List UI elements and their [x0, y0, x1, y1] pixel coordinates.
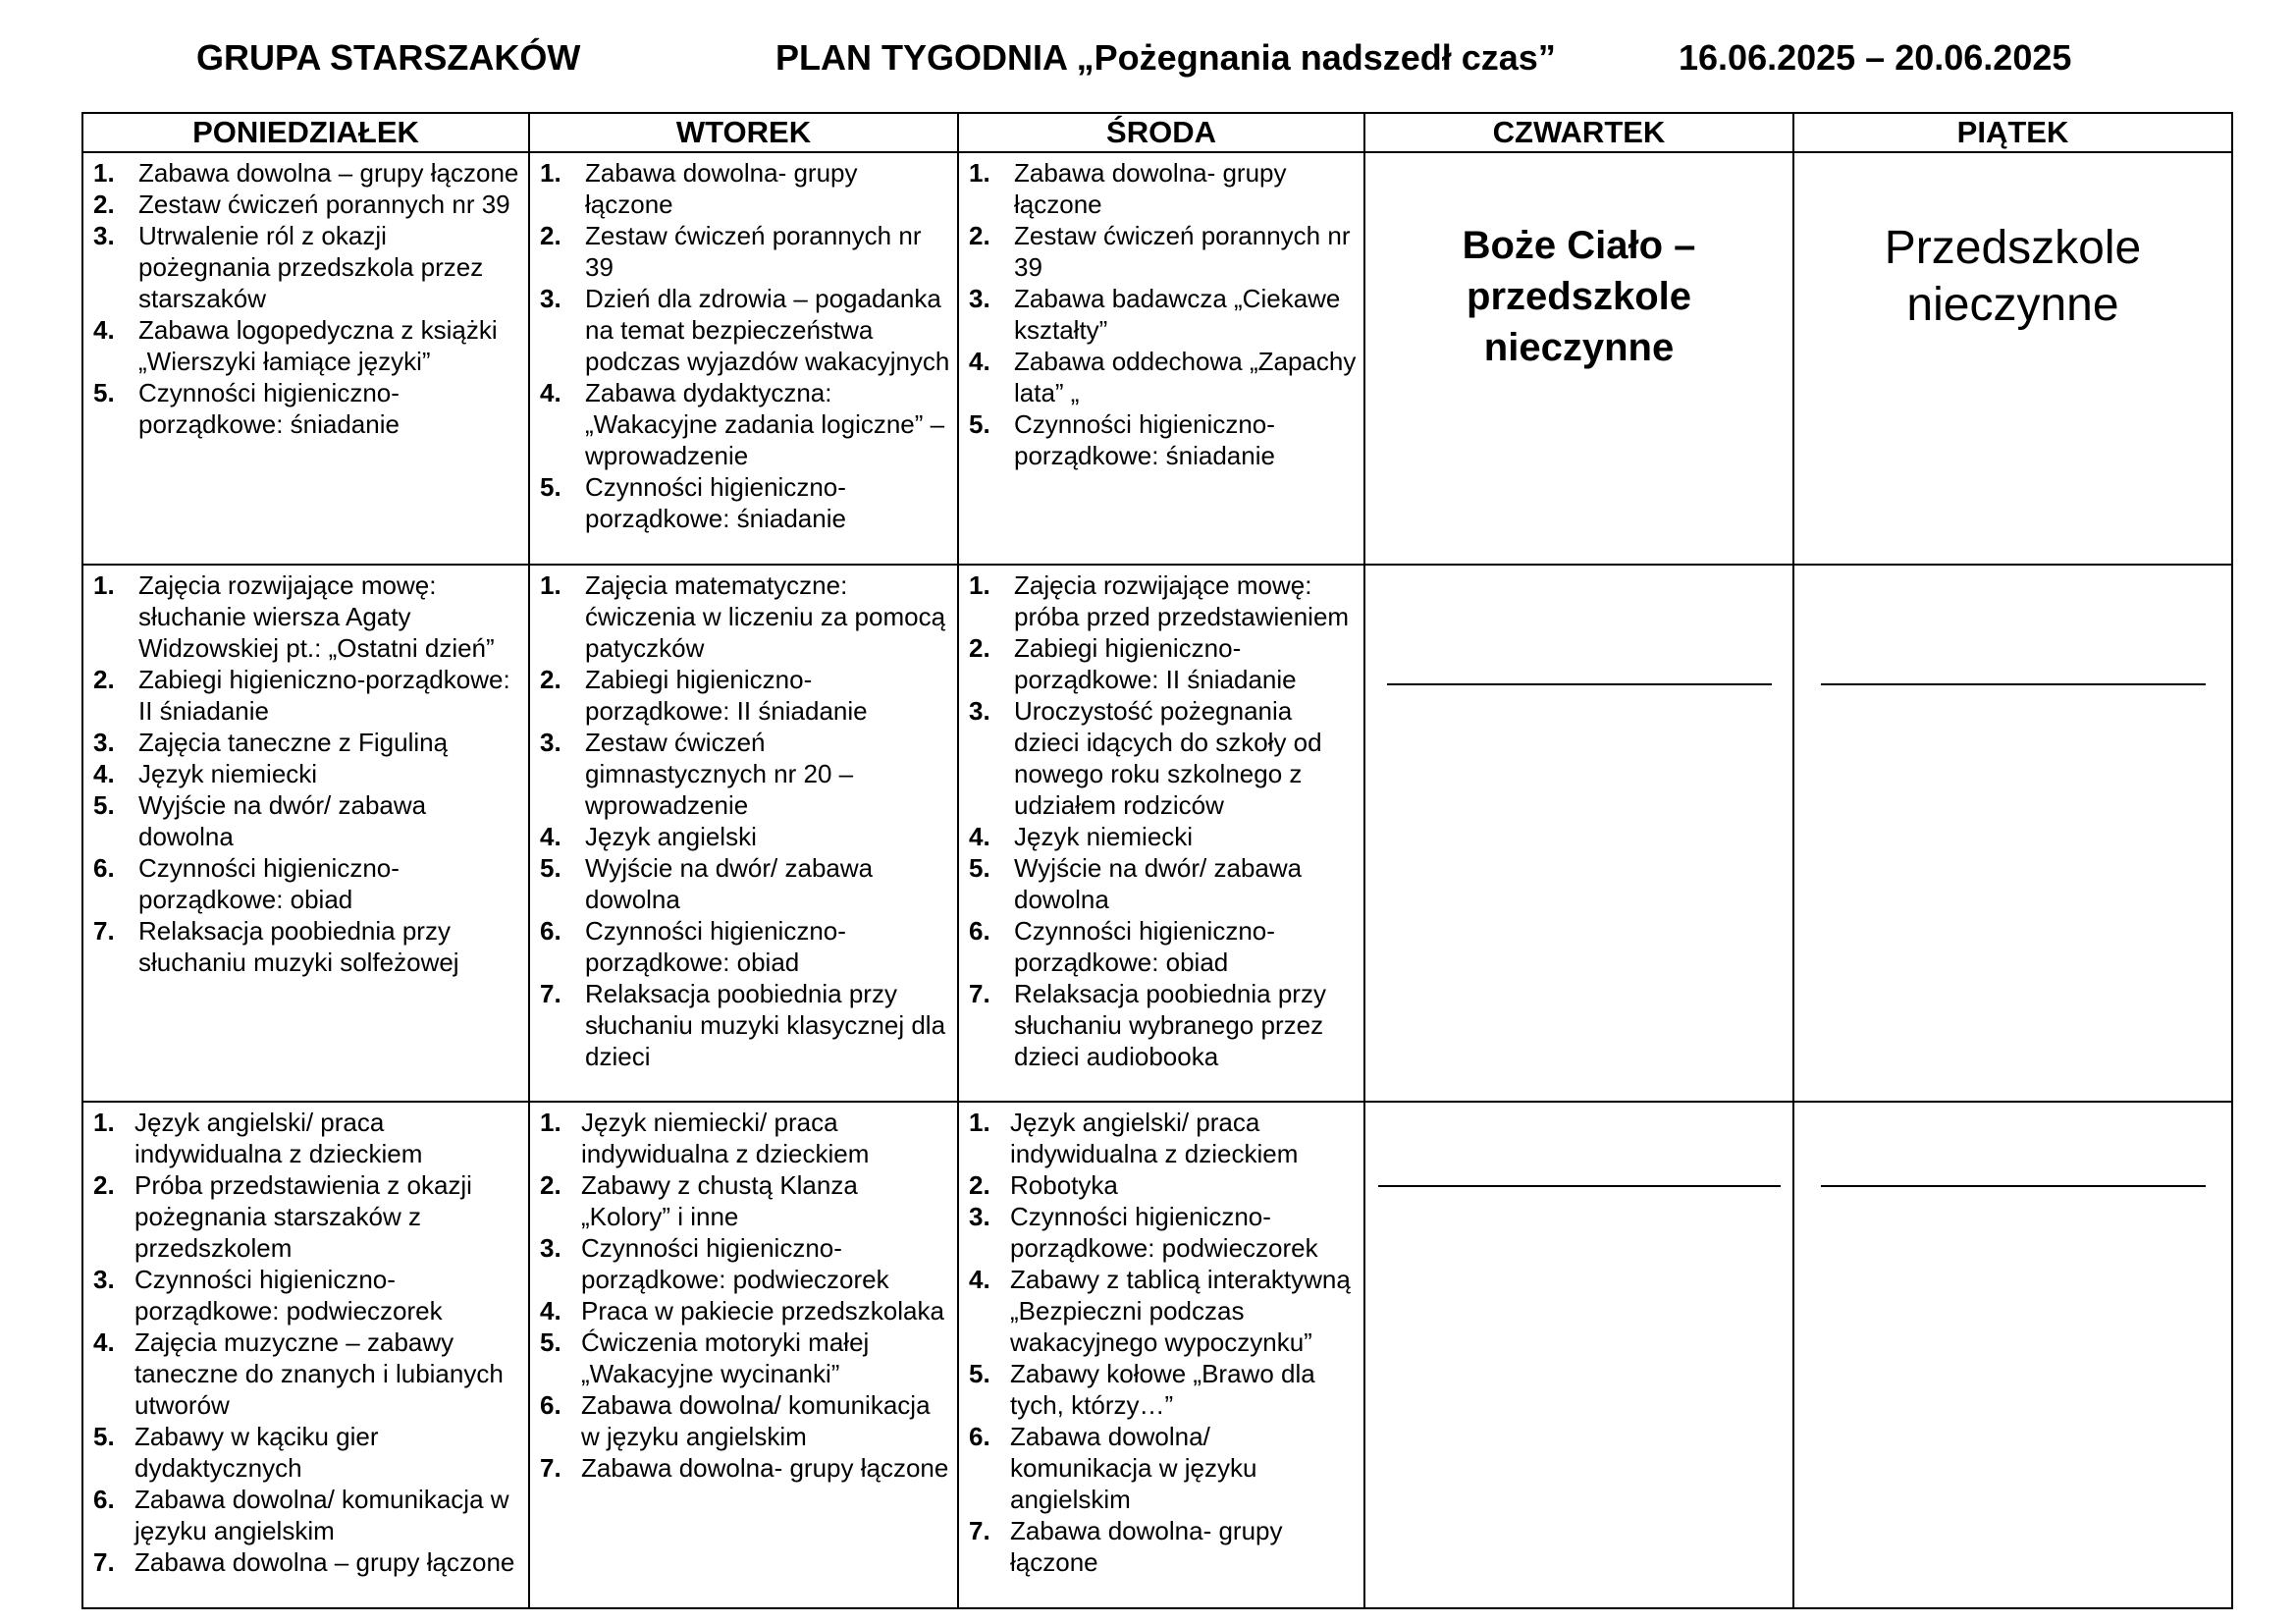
activity-item — [540, 915, 951, 978]
cell-wed-1 — [958, 152, 1364, 565]
activity-number: 2. — [969, 633, 990, 663]
activity-number: 5. — [93, 378, 115, 407]
note-line: Boże Ciało – — [1462, 224, 1696, 267]
activity-text: Język angielski/ praca indywidualna z dzieckiem — [1010, 1108, 1299, 1168]
activity-item — [93, 377, 522, 440]
activity-list — [530, 153, 957, 534]
day-header-row — [82, 113, 2232, 152]
activity-number: 5. — [540, 472, 561, 502]
activity-number: 4. — [969, 822, 990, 851]
activity-number: 2. — [969, 1170, 990, 1200]
activity-item — [540, 1326, 951, 1389]
activity-number: 3. — [540, 1233, 561, 1263]
activity-text: Zabawa oddechowa „Zapachy lata” „ — [1014, 347, 1357, 407]
activity-number: 4. — [93, 1327, 115, 1357]
activity-text: Ćwiczenia motoryki małej „Wakacyjne wycinanki” — [581, 1327, 870, 1388]
afternoon-row — [82, 1102, 2232, 1608]
activity-item — [540, 727, 951, 821]
activity-text: Zabawa logopedyczna z książki „Wierszyki łamiące języki” — [138, 315, 498, 376]
activity-item — [969, 1201, 1358, 1264]
activity-number: 3. — [969, 696, 990, 726]
activity-number: 2. — [93, 1170, 115, 1200]
activity-text: Zabawa dowolna- grupy łączone — [581, 1453, 949, 1483]
activity-text: Zabawa dowolna/ komunikacja w języku angielskim — [134, 1485, 509, 1545]
activity-number: 5. — [969, 853, 990, 883]
activity-number: 2. — [540, 1170, 561, 1200]
activity-list — [83, 1103, 528, 1578]
activity-item — [969, 821, 1358, 852]
activity-item — [93, 1421, 522, 1484]
cell-tue-1 — [529, 152, 958, 565]
activity-item — [969, 346, 1358, 408]
activity-text: Zajęcia rozwijające mowę: słuchanie wiersza Agaty Widzowskiej pt.: „Ostatni dzień” — [138, 570, 495, 663]
activity-item — [540, 1107, 951, 1169]
activity-text: Czynności higieniczno-porządkowe: podwieczorek — [1010, 1202, 1318, 1263]
day-header-thursday: CZWARTEK — [1364, 113, 1793, 152]
activity-number: 2. — [93, 665, 115, 694]
activity-text: Zabawy z tablicą interaktywną „Bezpieczni podczas wakacyjnego wypoczynku” — [1010, 1265, 1351, 1357]
activity-text: Język niemiecki/ praca indywidualna z dzieckiem — [581, 1108, 870, 1168]
activity-text: Czynności higieniczno-porządkowe: obiad — [585, 916, 846, 977]
activity-item — [969, 632, 1358, 695]
activity-number: 1. — [969, 158, 990, 188]
activity-item — [540, 821, 951, 852]
activity-item — [969, 157, 1358, 220]
cell-thu-1 — [1364, 152, 1793, 565]
activity-item — [969, 1169, 1358, 1201]
activity-item — [969, 695, 1358, 821]
activity-item — [93, 915, 522, 978]
activity-text: Zajęcia matematyczne: ćwiczenia w liczeniu za pomocą patyczków — [585, 570, 946, 663]
activity-number: 2. — [540, 221, 561, 250]
weekly-plan-table — [81, 112, 2233, 1609]
activity-item — [93, 1484, 522, 1546]
activity-text: Czynności higieniczno-porządkowe: śniadanie — [1014, 409, 1275, 470]
activity-text: Język niemiecki — [1014, 822, 1194, 851]
activity-item — [93, 1546, 522, 1578]
activity-number: 1. — [93, 1108, 115, 1137]
activity-number: 4. — [969, 347, 990, 376]
day-header-tuesday: WTOREK — [529, 113, 958, 152]
note-line: przedszkole — [1467, 275, 1691, 318]
activity-number: 3. — [969, 1202, 990, 1231]
activity-item — [969, 408, 1358, 471]
activity-text: Zabawa badawcza „Ciekawe kształty” — [1014, 284, 1341, 345]
activity-text: Zestaw ćwiczeń porannych nr 39 — [1014, 221, 1351, 282]
activity-text: Czynności higieniczno-porządkowe: podwieczorek — [134, 1265, 443, 1326]
activity-item — [969, 283, 1358, 346]
activity-item — [540, 157, 951, 220]
activity-text: Język angielski — [585, 822, 757, 851]
activity-number: 6. — [93, 1485, 115, 1514]
activity-number: 1. — [969, 570, 990, 600]
blank-line — [1378, 1185, 1781, 1187]
activity-item — [969, 1515, 1358, 1578]
cell-fri-2 — [1793, 565, 2232, 1102]
morning-row — [82, 152, 2232, 565]
activity-text: Zabawy kołowe „Brawo dla tych, którzy…” — [1010, 1359, 1315, 1420]
cell-mon-1 — [82, 152, 529, 565]
activity-text: Dzień dla zdrowia – pogadanka na temat bezpieczeństwa podczas wyjazdów wakacyjnych — [585, 284, 950, 376]
cell-tue-2 — [529, 565, 958, 1102]
activity-text: Wyjście na dwór/ zabawa dowolna — [1014, 853, 1303, 914]
document-header — [0, 37, 2296, 86]
activity-text: Uroczystość pożegnania dzieci idących do szkoły od nowego roku szkolnego z udziałem rodziców — [1014, 696, 1322, 820]
activity-number: 4. — [540, 378, 561, 407]
activity-item — [93, 852, 522, 915]
activity-text: Wyjście na dwór/ zabawa dowolna — [138, 790, 427, 851]
activity-item — [540, 978, 951, 1072]
activity-number: 7. — [969, 979, 990, 1008]
cell-tue-3 — [529, 1102, 958, 1608]
activity-number: 3. — [540, 728, 561, 757]
activity-item — [540, 377, 951, 471]
activity-text: Zabawa dowolna/ komunikacja w języku angielskim — [581, 1390, 931, 1451]
midday-row — [82, 565, 2232, 1102]
activity-text: Zabawa dowolna/ komunikacja w języku angielskim — [1010, 1422, 1257, 1514]
activity-item — [93, 664, 522, 727]
activity-item — [540, 1232, 951, 1295]
activity-number: 7. — [93, 916, 115, 946]
activity-text: Zabawa dowolna – grupy łączone — [134, 1547, 515, 1577]
day-header-wednesday: ŚRODA — [958, 113, 1364, 152]
activity-item — [93, 157, 522, 189]
activity-number: 1. — [540, 158, 561, 188]
activity-text: Zabawa dowolna – grupy łączone — [138, 158, 519, 188]
cell-wed-2 — [958, 565, 1364, 1102]
activity-list — [959, 1103, 1363, 1578]
note-line: nieczynne — [1483, 326, 1675, 369]
activity-text: Czynności higieniczno-porządkowe: obiad — [1014, 916, 1275, 977]
activity-text: Zajęcia taneczne z Figuliną — [138, 728, 449, 757]
activity-list — [959, 153, 1363, 471]
activity-number: 4. — [540, 1296, 561, 1326]
activity-text: Utrwalenie ról z okazji pożegnania przedszkola przez starszaków — [138, 221, 484, 313]
activity-list — [83, 153, 528, 440]
activity-number: 6. — [969, 1422, 990, 1451]
note-line: Przedszkole — [1884, 222, 2142, 274]
group-name: GRUPA STARSZAKÓW — [196, 37, 581, 78]
activity-item — [93, 1264, 522, 1326]
activity-text: Zajęcia muzyczne – zabawy taneczne do znanych i lubianych utworów — [134, 1327, 504, 1420]
activity-list — [530, 1103, 957, 1484]
activity-item — [969, 978, 1358, 1072]
activity-number: 6. — [93, 853, 115, 883]
activity-item — [969, 915, 1358, 978]
activity-text: Wyjście na dwór/ zabawa dowolna — [585, 853, 874, 914]
activity-text: Zestaw ćwiczeń gimnastycznych nr 20 – wprowadzenie — [585, 728, 854, 820]
activity-item — [540, 1452, 951, 1484]
activity-number: 1. — [93, 158, 115, 188]
activity-number: 4. — [969, 1265, 990, 1294]
activity-item — [969, 1421, 1358, 1515]
activity-item — [93, 1169, 522, 1264]
activity-list — [83, 566, 528, 978]
note-line: nieczynne — [1906, 279, 2119, 331]
activity-text: Czynności higieniczno-porządkowe: śniadanie — [138, 378, 400, 439]
activity-text: Relaksacja poobiednia przy słuchaniu muzyki solfeżowej — [138, 916, 459, 977]
activity-item — [969, 852, 1358, 915]
activity-text: Próba przedstawienia z okazji pożegnania starszaków z przedszkolem — [134, 1170, 472, 1263]
activity-text: Zestaw ćwiczeń porannych nr 39 — [138, 189, 510, 219]
activity-number: 7. — [969, 1516, 990, 1545]
plan-title: PLAN TYGODNIA „Pożegnania nadszedł czas” — [775, 37, 1556, 78]
cell-mon-2 — [82, 565, 529, 1102]
activity-number: 4. — [93, 315, 115, 345]
activity-text: Zabiegi higieniczno-porządkowe: II śniadanie — [138, 665, 510, 726]
activity-item — [540, 283, 951, 377]
cell-mon-3 — [82, 1102, 529, 1608]
activity-text: Czynności higieniczno-porządkowe: śniadanie — [585, 472, 846, 533]
activity-number: 1. — [540, 1108, 561, 1137]
cell-fri-1 — [1793, 152, 2232, 565]
activity-item — [540, 1389, 951, 1452]
activity-number: 1. — [969, 1108, 990, 1137]
activity-text: Zabawa dydaktyczna: „Wakacyjne zadania logiczne” – wprowadzenie — [585, 378, 945, 470]
activity-item — [93, 220, 522, 314]
activity-text: Język niemiecki — [138, 759, 318, 788]
activity-text: Czynności higieniczno-porządkowe: obiad — [138, 853, 400, 914]
blank-line — [1821, 1185, 2206, 1187]
friday-closed-note — [1794, 153, 2231, 334]
activity-item — [540, 1295, 951, 1326]
activity-text: Zestaw ćwiczeń porannych nr 39 — [585, 221, 922, 282]
activity-list — [530, 566, 957, 1072]
activity-text: Czynności higieniczno-porządkowe: podwieczorek — [581, 1233, 889, 1294]
activity-text: Zabawa dowolna- grupy łączone — [585, 158, 858, 219]
activity-text: Zabawa dowolna- grupy łączone — [1010, 1516, 1283, 1577]
activity-text: Relaksacja poobiednia przy słuchaniu muzyki klasycznej dla dzieci — [585, 979, 946, 1071]
day-header-friday: PIĄTEK — [1793, 113, 2232, 152]
activity-text: Zabiegi higieniczno-porządkowe: II śniadanie — [585, 665, 868, 726]
activity-number: 3. — [969, 284, 990, 313]
thursday-closed-note — [1365, 153, 1792, 373]
activity-number: 2. — [93, 189, 115, 219]
cell-fri-3 — [1793, 1102, 2232, 1608]
activity-text: Zabawa dowolna- grupy łączone — [1014, 158, 1287, 219]
activity-item — [969, 1358, 1358, 1421]
activity-text: Zabawy z chustą Klanza „Kolory” i inne — [581, 1170, 858, 1231]
activity-item — [969, 569, 1358, 632]
activity-number: 3. — [540, 284, 561, 313]
activity-text: Robotyka — [1010, 1170, 1118, 1200]
activity-number: 6. — [540, 916, 561, 946]
activity-number: 7. — [540, 979, 561, 1008]
activity-number: 5. — [969, 409, 990, 439]
cell-wed-3 — [958, 1102, 1364, 1608]
activity-item — [540, 1169, 951, 1232]
activity-number: 7. — [93, 1547, 115, 1577]
activity-item — [969, 220, 1358, 283]
activity-number: 5. — [969, 1359, 990, 1388]
activity-number: 6. — [540, 1390, 561, 1420]
activity-number: 5. — [540, 1327, 561, 1357]
blank-line — [1387, 683, 1772, 685]
activity-item — [540, 220, 951, 283]
activity-item — [93, 314, 522, 377]
activity-item — [540, 569, 951, 664]
activity-text: Zabawy w kąciku gier dydaktycznych — [134, 1422, 379, 1483]
activity-item — [969, 1264, 1358, 1358]
activity-text: Zajęcia rozwijające mowę: próba przed przedstawieniem — [1014, 570, 1350, 631]
activity-number: 1. — [540, 570, 561, 600]
cell-thu-3 — [1364, 1102, 1793, 1608]
activity-number: 6. — [969, 916, 990, 946]
activity-number: 4. — [540, 822, 561, 851]
activity-item — [540, 471, 951, 534]
activity-number: 7. — [540, 1453, 561, 1483]
activity-number: 1. — [93, 570, 115, 600]
day-header-monday: PONIEDZIAŁEK — [82, 113, 529, 152]
activity-number: 5. — [93, 1422, 115, 1451]
activity-item — [93, 789, 522, 852]
activity-item — [93, 727, 522, 758]
activity-number: 2. — [969, 221, 990, 250]
activity-item — [969, 1107, 1358, 1169]
activity-text: Relaksacja poobiednia przy słuchaniu wybranego przez dzieci audiobooka — [1014, 979, 1326, 1071]
date-range: 16.06.2025 – 20.06.2025 — [1679, 37, 2072, 78]
activity-item — [540, 852, 951, 915]
activity-item — [93, 189, 522, 220]
activity-text: Zabiegi higieniczno-porządkowe: II śniadanie — [1014, 633, 1297, 694]
activity-number: 3. — [93, 1265, 115, 1294]
activity-number: 5. — [540, 853, 561, 883]
activity-item — [93, 569, 522, 664]
activity-item — [93, 1107, 522, 1169]
activity-item — [93, 1326, 522, 1421]
activity-item — [93, 758, 522, 789]
activity-text: Praca w pakiecie przedszkolaka — [581, 1296, 944, 1326]
activity-number: 3. — [93, 728, 115, 757]
cell-thu-2 — [1364, 565, 1793, 1102]
blank-line — [1821, 683, 2206, 685]
activity-number: 5. — [93, 790, 115, 820]
activity-number: 2. — [540, 665, 561, 694]
activity-list — [959, 566, 1363, 1072]
activity-number: 4. — [93, 759, 115, 788]
activity-item — [540, 664, 951, 727]
activity-text: Język angielski/ praca indywidualna z dzieckiem — [134, 1108, 423, 1168]
activity-number: 3. — [93, 221, 115, 250]
